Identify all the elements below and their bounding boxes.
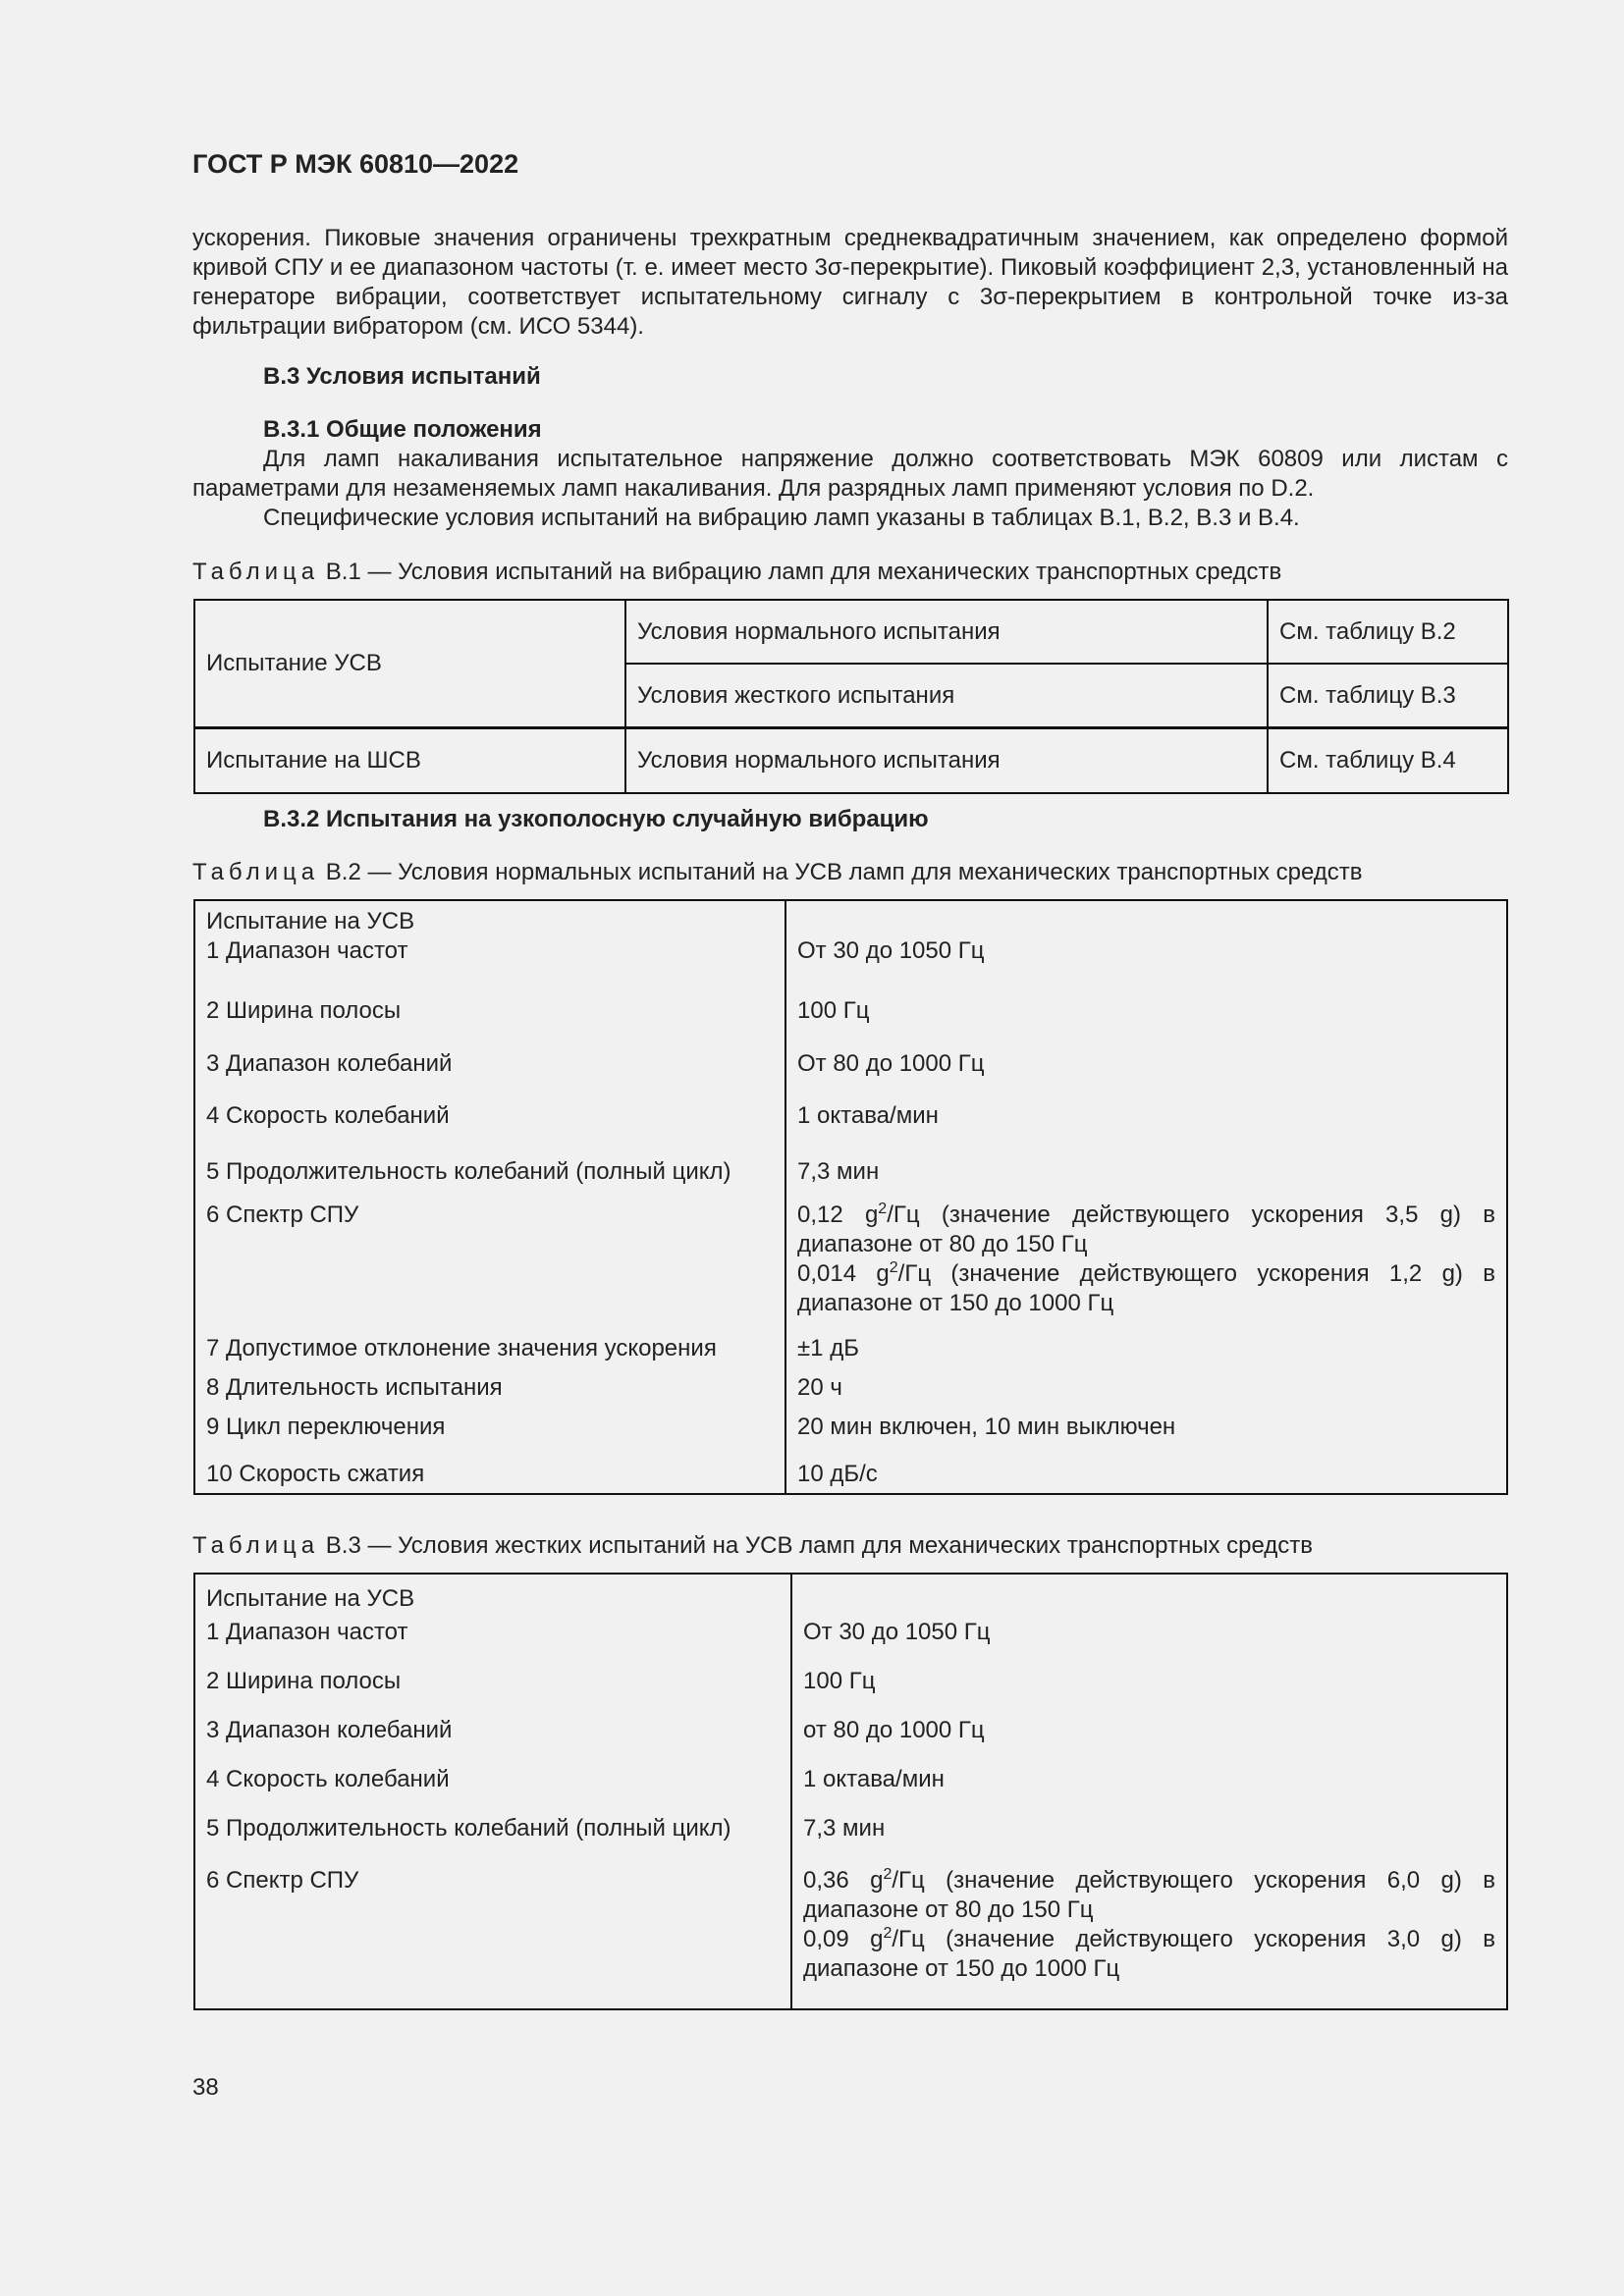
table-cell: 8 Длительность испытания [194, 1373, 785, 1413]
table-cell: См. таблицу B.2 [1268, 600, 1508, 664]
psd-value-2: 0,014 $g^2/Гц$ (значение действующего ускорения 1,2 g) в диапазоне от 150 до 1000 Гц [797, 1259, 1496, 1316]
table-cell: 9 Цикл переключения [194, 1413, 785, 1460]
table-cell: 6 Спектр СПУ [194, 1201, 785, 1334]
section-b31-heading: B.3.1 Общие положения [263, 416, 542, 443]
table-row [194, 1334, 1507, 1373]
caption-word: Таблица [192, 859, 320, 885]
table-row [194, 1049, 1507, 1101]
table-row [194, 1814, 1507, 1866]
table-cell: 100 Гц [785, 985, 1507, 1049]
table-row [194, 1201, 1507, 1334]
table-row [194, 1101, 1507, 1157]
table-cell: Испытание на УСВ [194, 1574, 791, 1618]
table-cell: 10 дБ/с [785, 1460, 1507, 1494]
section-b32-heading: B.3.2 Испытания на узкополосную случайную вибрацию [263, 806, 929, 832]
section-b31-paragraph-1: Для ламп накаливания испытательное напряжение должно соответствовать МЭК 60809 или листам с параметрами для незаменяемых ламп накаливания. Для разрядных ламп применяют условия по D.2. [192, 446, 1508, 502]
table-cell: 4 Скорость колебаний [194, 1101, 785, 1157]
table-cell: 7,3 мин [785, 1157, 1507, 1201]
table-b2 [193, 899, 1508, 1495]
table-cell: 7 Допустимое отклонение значения ускорения [194, 1334, 785, 1373]
row-label: 1 Диапазон частот [206, 937, 408, 964]
intro-paragraph: ускорения. Пиковые значения ограничены трехкратным среднеквадратичным значением, как определено формой кривой СПУ и ее диапазоном частоты (т. е. имеет место 3σ-перекрытие). Пиковый коэффициент 2,3, установленный на генераторе вибрации, соответствует испытательному сигналу с 3σ-перекрытием в контрольной точке из-за фильтрации вибратором (см. ИСО 5344). [192, 225, 1508, 340]
caption-word: Таблица [192, 559, 320, 585]
table-cell: 1 октава/мин [785, 1101, 1507, 1157]
caption-word: Таблица [192, 1532, 320, 1559]
table-cell: Испытание на ШСВ [194, 728, 625, 794]
table-cell: 4 Скорость колебаний [194, 1765, 791, 1814]
table-row [194, 1765, 1507, 1814]
document-id: ГОСТ Р МЭК 60810—2022 [192, 149, 519, 179]
table-cell: 20 мин включен, 10 мин выключен [785, 1413, 1507, 1460]
table-cell: ±1 дБ [785, 1334, 1507, 1373]
section-b31-paragraph-2: Специфические условия испытаний на вибрацию ламп указаны в таблицах B.1, B.2, B.3 и B.4. [263, 505, 1300, 531]
table-cell: 1 октава/мин [791, 1765, 1507, 1814]
table-row [194, 1667, 1507, 1716]
caption-text: B.1 — Условия испытаний на вибрацию ламп для механических транспортных средств [325, 559, 1282, 585]
table-cell: 3 Диапазон колебаний [194, 1716, 791, 1765]
table-row [194, 1373, 1507, 1413]
table-cell: 10 Скорость сжатия [194, 1460, 785, 1494]
table-b1 [193, 599, 1509, 794]
table-cell [791, 1866, 1507, 2009]
table-cell: 3 Диапазон колебаний [194, 1049, 785, 1101]
table-cell: См. таблицу B.4 [1268, 728, 1508, 794]
table-cell [194, 900, 785, 985]
caption-text: B.2 — Условия нормальных испытаний на УСВ ламп для механических транспортных средств [325, 859, 1363, 885]
table-cell [785, 1201, 1507, 1334]
table-row [194, 1866, 1507, 2009]
table-row [194, 1460, 1507, 1494]
table-cell: 7,3 мин [791, 1814, 1507, 1866]
psd-value-2: 0,09 $g^2/Гц$ (значение действующего ускорения 3,0 g) в диапазоне от 150 до 1000 Гц [803, 1925, 1496, 1982]
table-row [194, 1618, 1507, 1667]
table-b3 [193, 1573, 1508, 2010]
table-cell: Условия нормального испытания [625, 600, 1268, 664]
table-cell: От 80 до 1000 Гц [785, 1049, 1507, 1101]
table-cell: Условия жесткого испытания [625, 664, 1268, 728]
page-number: 38 [192, 2074, 219, 2101]
table-row [194, 1716, 1507, 1765]
table-b3-caption [192, 1531, 1313, 1561]
table-cell [791, 1574, 1507, 1618]
table-cell: 6 Спектр СПУ [194, 1866, 791, 2009]
psd-value-1: 0,12 $g^2/Гц$ (значение действующего ускорения 3,5 g) в диапазоне от 80 до 150 Гц [797, 1201, 1495, 1257]
table-head-label: Испытание на УСВ [206, 908, 415, 934]
table-cell: Условия нормального испытания [625, 728, 1268, 794]
table-cell: от 80 до 1000 Гц [791, 1716, 1507, 1765]
table-b1-caption [192, 558, 1281, 587]
section-b3-heading: B.3 Условия испытаний [263, 363, 541, 390]
table-cell: См. таблицу B.3 [1268, 664, 1508, 728]
table-cell: Испытание УСВ [194, 600, 625, 728]
table-cell: 5 Продолжительность колебаний (полный цикл) [194, 1157, 785, 1201]
table-cell: От 30 до 1050 Гц [791, 1618, 1507, 1667]
table-row [194, 900, 1507, 985]
table-cell: 2 Ширина полосы [194, 985, 785, 1049]
table-b2-caption [192, 858, 1363, 887]
table-cell: 20 ч [785, 1373, 1507, 1413]
table-cell: 100 Гц [791, 1667, 1507, 1716]
table-row [194, 728, 1508, 794]
table-cell: 5 Продолжительность колебаний (полный цикл) [194, 1814, 791, 1866]
psd-value-1: 0,36 $g^2/Гц$ (значение действующего ускорения 6,0 g) в диапазоне от 80 до 150 Гц [803, 1866, 1496, 1923]
table-cell: 1 Диапазон частот [194, 1618, 791, 1667]
table-row [194, 1157, 1507, 1201]
table-cell: 2 Ширина полосы [194, 1667, 791, 1716]
table-row [194, 1574, 1507, 1618]
table-row [194, 1413, 1507, 1460]
table-cell: От 30 до 1050 Гц [785, 900, 1507, 985]
caption-text: B.3 — Условия жестких испытаний на УСВ ламп для механических транспортных средств [325, 1532, 1314, 1559]
table-row [194, 600, 1508, 664]
table-row [194, 985, 1507, 1049]
